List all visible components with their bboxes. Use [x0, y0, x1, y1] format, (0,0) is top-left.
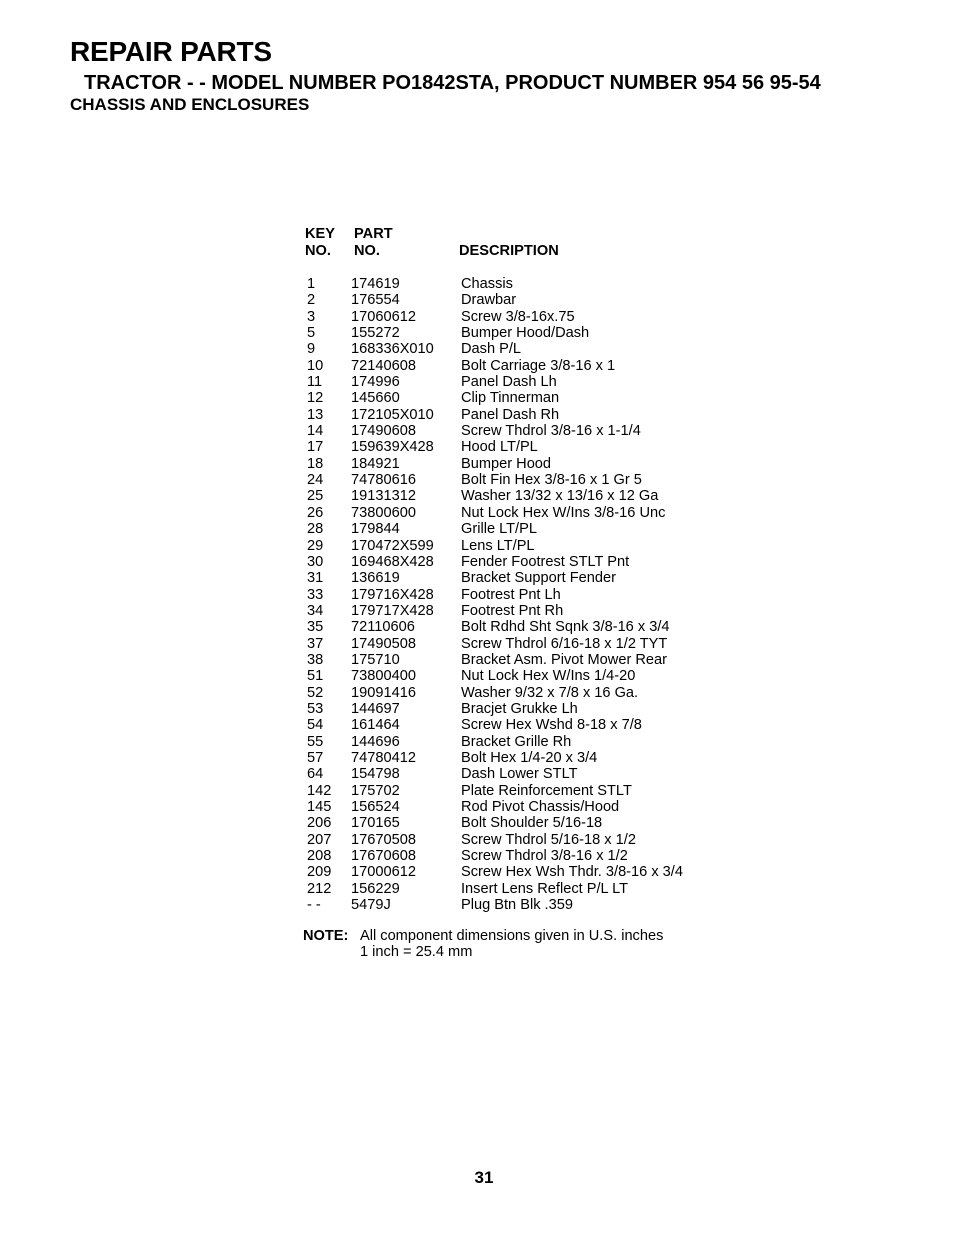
description-cell: Nut Lock Hex W/Ins 3/8-16 Unc	[461, 504, 666, 521]
part-number-cell: 72140608	[351, 357, 416, 374]
description-cell: Bolt Shoulder 5/16-18	[461, 815, 603, 832]
key-cell: 31	[307, 570, 324, 587]
key-cell: - -	[307, 897, 321, 914]
header-key-line2: NO.	[305, 243, 331, 259]
part-number-cell: 144696	[351, 733, 400, 750]
part-number-cell: 159639X428	[351, 439, 434, 456]
description-cell: Fender Footrest STLT Pnt	[461, 553, 630, 570]
description-cell: Bracket Asm. Pivot Mower Rear	[461, 651, 667, 668]
description-cell: Bolt Hex 1/4-20 x 3/4	[461, 749, 598, 766]
part-number-cell: 72110606	[351, 619, 415, 636]
description-cell: Bumper Hood/Dash	[461, 325, 590, 342]
description-cell: Grille LT/PL	[461, 521, 537, 538]
key-cell: 52	[307, 684, 324, 701]
description-cell: Screw Thdrol 3/8-16 x 1/2	[461, 848, 628, 865]
part-number-cell: 175710	[351, 651, 400, 668]
part-number-cell: 175702	[351, 782, 400, 799]
description-cell: Panel Dash Lh	[461, 374, 557, 391]
description-cell: Footrest Pnt Rh	[461, 602, 564, 619]
description-cell: Bracjet Grukke Lh	[461, 700, 578, 717]
description-cell: Screw Thdrol 6/16-18 x 1/2 TYT	[461, 635, 668, 652]
header-key-line1: KEY	[305, 226, 336, 242]
key-cell: 24	[307, 472, 324, 489]
key-cell: 5	[307, 325, 316, 342]
header-part-line1: PART	[354, 226, 393, 242]
part-number-cell: 17670508	[351, 831, 416, 848]
note-line-1: All component dimensions given in U.S. inches	[360, 928, 664, 944]
key-cell: 14	[307, 423, 324, 440]
description-cell: Screw 3/8-16x.75	[461, 308, 575, 325]
description-cell: Footrest Pnt Lh	[461, 586, 561, 603]
key-cell: 37	[307, 635, 324, 652]
key-cell: 11	[307, 374, 323, 391]
part-number-cell: 161464	[351, 717, 400, 734]
description-cell: Screw Hex Wsh Thdr. 3/8-16 x 3/4	[461, 864, 683, 881]
header-description: DESCRIPTION	[459, 243, 559, 259]
description-cell: Plate Reinforcement STLT	[461, 782, 632, 799]
key-cell: 206	[307, 815, 332, 832]
key-cell: 33	[307, 586, 324, 603]
key-cell: 29	[307, 537, 324, 554]
key-cell: 12	[307, 390, 324, 407]
key-cell: 207	[307, 831, 332, 848]
part-number-cell: 170165	[351, 815, 400, 832]
description-cell: Bolt Fin Hex 3/8-16 x 1 Gr 5	[461, 472, 642, 489]
part-number-cell: 179717X428	[351, 602, 434, 619]
key-cell: 28	[307, 521, 324, 538]
key-cell: 2	[307, 292, 316, 309]
key-cell: 34	[307, 602, 324, 619]
key-cell: 57	[307, 749, 324, 766]
description-cell: Chassis	[461, 276, 513, 292]
part-number-cell: 156229	[351, 880, 400, 897]
key-cell: 53	[307, 700, 324, 717]
key-cell: 212	[307, 880, 332, 897]
part-number-cell: 19131312	[351, 488, 416, 505]
note-line-2: 1 inch = 25.4 mm	[360, 944, 473, 960]
description-cell: Clip Tinnerman	[461, 390, 560, 407]
key-cell: 3	[307, 308, 316, 325]
key-cell: 38	[307, 651, 324, 668]
key-cell: 13	[307, 406, 324, 423]
description-cell: Dash P/L	[461, 341, 522, 358]
part-number-cell: 17060612	[351, 308, 416, 325]
description-cell: Lens LT/PL	[461, 537, 535, 554]
part-number-cell: 74780412	[351, 749, 416, 766]
key-cell: 35	[307, 619, 324, 636]
part-number-cell: 174996	[351, 374, 400, 391]
part-number-cell: 169468X428	[351, 553, 434, 570]
note-label: NOTE:	[303, 928, 349, 944]
section-heading: CHASSIS AND ENCLOSURES	[70, 95, 310, 114]
key-cell: 142	[307, 782, 332, 799]
description-cell: Washer 9/32 x 7/8 x 16 Ga.	[461, 684, 639, 701]
description-cell: Rod Pivot Chassis/Hood	[461, 799, 620, 815]
model-subtitle: TRACTOR - - MODEL NUMBER PO1842STA, PRODUCT NUMBER 954 56 95-54	[84, 72, 821, 94]
part-number-cell: 154798	[351, 766, 400, 783]
part-number-cell: 17490608	[351, 423, 416, 440]
description-cell: Panel Dash Rh	[461, 406, 560, 423]
part-number-cell: 73800600	[351, 504, 416, 521]
description-cell: Bracket Grille Rh	[461, 733, 572, 750]
part-number-cell: 179844	[351, 521, 400, 538]
key-cell: 55	[307, 733, 324, 750]
part-number-cell: 168336X010	[351, 341, 434, 358]
key-cell: 25	[307, 488, 324, 505]
part-number-cell: 179716X428	[351, 586, 434, 603]
part-number-cell: 17670608	[351, 848, 416, 865]
key-cell: 30	[307, 553, 324, 570]
part-number-cell: 144697	[351, 700, 400, 717]
key-cell: 209	[307, 864, 332, 881]
part-number-cell: 184921	[351, 455, 400, 472]
part-number-cell: 5479J	[351, 897, 391, 914]
part-number-cell: 136619	[351, 570, 400, 587]
key-cell: 145	[307, 799, 332, 815]
description-cell: Bumper Hood	[461, 455, 552, 472]
part-number-cell: 19091416	[351, 684, 416, 701]
key-cell: 208	[307, 848, 332, 865]
part-number-cell: 17490508	[351, 635, 416, 652]
key-cell: 18	[307, 455, 324, 472]
description-cell: Dash Lower STLT	[461, 766, 578, 783]
part-number-cell: 145660	[351, 390, 400, 407]
description-cell: Screw Thdrol 3/8-16 x 1-1/4	[461, 423, 641, 440]
description-cell: Insert Lens Reflect P/L LT	[461, 880, 629, 897]
description-cell: Nut Lock Hex W/Ins 1/4-20	[461, 668, 636, 685]
page-number: 31	[474, 1168, 494, 1187]
key-cell: 26	[307, 504, 324, 521]
part-number-cell: 170472X599	[351, 537, 434, 554]
description-cell: Bolt Rdhd Sht Sqnk 3/8-16 x 3/4	[461, 619, 670, 636]
description-cell: Screw Thdrol 5/16-18 x 1/2	[461, 831, 636, 848]
part-number-cell: 156524	[351, 799, 400, 815]
part-number-cell: 74780616	[351, 472, 416, 489]
description-cell: Hood LT/PL	[461, 439, 538, 456]
key-cell: 64	[307, 766, 324, 783]
part-number-cell: 176554	[351, 292, 400, 309]
key-cell: 1	[307, 276, 316, 292]
key-cell: 10	[307, 357, 324, 374]
description-cell: Plug Btn Blk .359	[461, 897, 573, 914]
description-cell: Screw Hex Wshd 8-18 x 7/8	[461, 717, 642, 734]
key-cell: 9	[307, 341, 316, 358]
part-number-cell: 17000612	[351, 864, 416, 881]
description-cell: Bolt Carriage 3/8-16 x 1	[461, 357, 616, 374]
key-cell: 51	[307, 668, 324, 685]
key-cell: 54	[307, 717, 324, 734]
part-number-cell: 174619	[351, 276, 400, 292]
description-cell: Bracket Support Fender	[461, 570, 616, 587]
page-title: REPAIR PARTS	[70, 36, 272, 67]
description-cell: Washer 13/32 x 13/16 x 12 Ga	[461, 488, 659, 505]
key-cell: 17	[307, 439, 324, 456]
description-cell: Drawbar	[461, 292, 517, 309]
header-part-line2: NO.	[354, 243, 380, 259]
part-number-cell: 172105X010	[351, 406, 434, 423]
part-number-cell: 155272	[351, 325, 400, 342]
part-number-cell: 73800400	[351, 668, 416, 685]
